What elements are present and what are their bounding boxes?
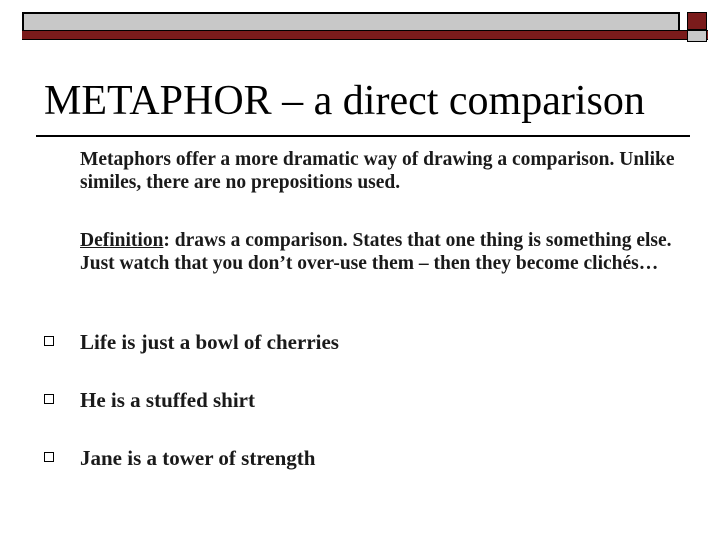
square-bullet-icon: [44, 336, 54, 346]
square-bullet-icon: [44, 394, 54, 404]
square-bullet-icon: [44, 452, 54, 462]
bullet-text: He is a stuffed shirt: [80, 388, 255, 412]
bullet-item: [44, 328, 684, 356]
slide-title: METAPHOR – a direct comparison: [44, 78, 645, 124]
intro-paragraph: Metaphors offer a more dramatic way of drawing a comparison. Unlike similes, there are no prepositions used.: [80, 149, 675, 193]
definition-term: Definition: [80, 230, 164, 251]
bullet-item: [44, 444, 684, 472]
bullet-item: [44, 386, 684, 414]
bullet-text: Jane is a tower of strength: [80, 446, 316, 470]
bullet-text: Life is just a bowl of cherries: [80, 330, 339, 354]
definition-paragraph: [80, 229, 680, 275]
definition-text: : draws a comparison. States that one thing is something else. Just watch that you don’t over-use them – then they become clichés…: [80, 230, 672, 274]
